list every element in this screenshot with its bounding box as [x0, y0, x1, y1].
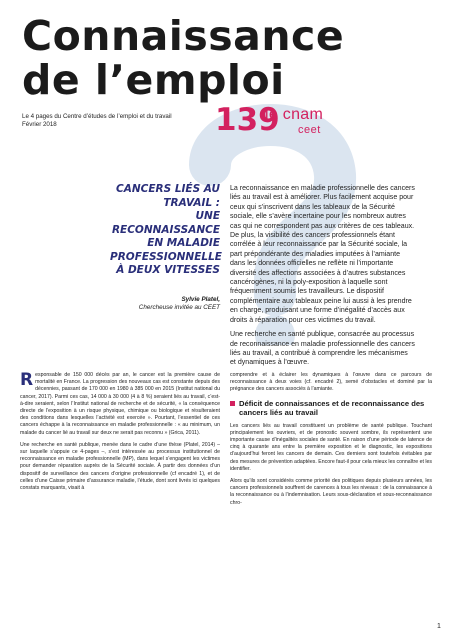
- body-paragraph: Les cancers liés au travail constituent un problème de santé publique. Touchant principalement les ouvriers, et de pronostic souvent sombre, ils représentent une importante cause d’inégalités sociales de santé. En raison d’une période de latence de cinq à quarante ans entre la première exposition et le diagnostic, les expositions d’aujourd’hui feront les cancers de demain. Ces derniers sont toutefois évitables par des mesures de prévention adaptées. Encore faut-il pour cela mieux les connaître et les identifier.: [230, 422, 432, 472]
- title-line-2: de l’emploi: [22, 56, 285, 104]
- publication-subtitle: [22, 113, 172, 129]
- square-bullet-icon: [230, 401, 235, 406]
- author-name: Sylvie Platel,: [181, 296, 220, 303]
- publication-title: [22, 14, 344, 102]
- intro-paragraph-1: La reconnaissance en maladie professionnelle des cancers liés au travail est à améliorer. Plus facilement acquise pour ceux qui s’inscrivent dans les tableaux de la Sécurité sociale, elle s’avère incertaine pour les nombreux autres cas qui ne correspondent pas aux critères de ces tableaux. De plus, la visibilité des cancers professionnels étant corrélée à leur reconnaissance par la Sécurité sociale, la part prépondérante des maladies imputées à l’amiante dans les données officielles ne reflète ni l’importante diversité des affections associées à d’autres substances cancérogènes, ni la poly-exposition à laquelle sont fréquemment soumis les travailleurs. Le dispositif complémentaire aux tableaux peine lui aussi à les prendre en charge, produisant une forme d’inégalité d’accès aux droits à réparation pour ces victimes du travail.: [230, 185, 415, 324]
- body-paragraph: Alors qu’ils sont considérés comme priorité des politiques depuis plusieurs années, les cancers professionnels souffrent de carences à tous les niveaux : de la connaissance à la reconnaissance ou à l’indemnisation. Leurs sous-déclaration et sous-reconnaissance chro-: [230, 478, 432, 506]
- body-paragraph: Une recherche en santé publique, menée dans le cadre d’une thèse (Platel, 2014) – sur laquelle s’appuie ce 4-pages –, s’est intéressée au processus institutionnel de reconnaissance en maladie professionnelle (MP), dans lequel s’engagent les victimes pour demander réparation auprès de la Sécurité sociale. À partir des données d’un dispositif de surveillance des cancers d’origine professionnelle (cf encadré 1), et de celles d’une Caisse primaire d’assurance maladie, l’étude, dont sont livrés ici quelques constats marquants, visait à: [20, 441, 220, 492]
- body-column-left: [20, 372, 220, 497]
- section-heading-text: Déficit de connaissances et de reconnaissance des cancers liés au travail: [239, 398, 425, 417]
- intro-paragraph-2: Une recherche en santé publique, consacrée au processus de reconnaissance en maladie professionnelle des cancers liés au travail, a contribué à comprendre les mécanismes et dynamiques à l’œuvre.: [230, 331, 415, 367]
- headline-line-2: UNE RECONNAISSANCE: [111, 210, 220, 236]
- body-paragraph: comprendre et à éclairer les dynamiques à l’œuvre dans ce parcours de reconnaissance à deux voies (cf. encadré 2), semé d’obstacles et dominé par la prégnance des cancers associés à l’amiante.: [230, 372, 432, 393]
- section-heading: [230, 399, 432, 417]
- headline-line-3: EN MALADIE PROFESSIONNELLE: [110, 237, 222, 263]
- page-number: 1: [437, 623, 441, 630]
- body-column-right: [230, 372, 432, 512]
- headline-line-4: À DEUX VITESSES: [116, 264, 220, 276]
- title-line-1: Connaissance: [22, 12, 345, 60]
- issue-number: 139: [215, 102, 280, 138]
- cnam-logo: le cnam: [265, 106, 324, 123]
- article-headline: [110, 183, 220, 278]
- article-intro: [230, 184, 415, 373]
- body-text: esponsable de 150 000 décès par an, le cancer est la première cause de mortalité en France. La progression des nouveaux cas est constante depuis des décennies, passant de 170 000 en 1980 à 385 000 en 2015 (Institut national du cancer, 2017). Parmi ces cas, 14 000 à 30 000 (4 à 8 %) seraient liés au travail, c’est-à-dire seraient, selon l’Institut national de recherche et de sécurité, « la conséquence directe de l’exposition à un risque physique, chimique ou biologique et résulteraient des conditions dans lesquelles l’activité est exercée ». Pourtant, l’essentiel de ces cancers échappe à la reconnaissance en maladie professionnelle : « au minimum, un malade du cancer lié au travail sur deux ne serait pas reconnu » (Grica, 2011).: [20, 372, 220, 436]
- headline-line-1: CANCERS LIÉS AU TRAVAIL :: [116, 183, 220, 209]
- body-paragraph: [20, 372, 220, 437]
- drop-cap: R: [20, 370, 34, 390]
- subtitle-line-2: Février 2018: [22, 121, 57, 128]
- author-block: [120, 296, 220, 312]
- author-role: Chercheuse invitée au CEET: [138, 304, 220, 311]
- ceet-logo: ceet: [298, 124, 321, 136]
- subtitle-line-1: Le 4 pages du Centre d’études de l’emploi et du travail: [22, 113, 172, 120]
